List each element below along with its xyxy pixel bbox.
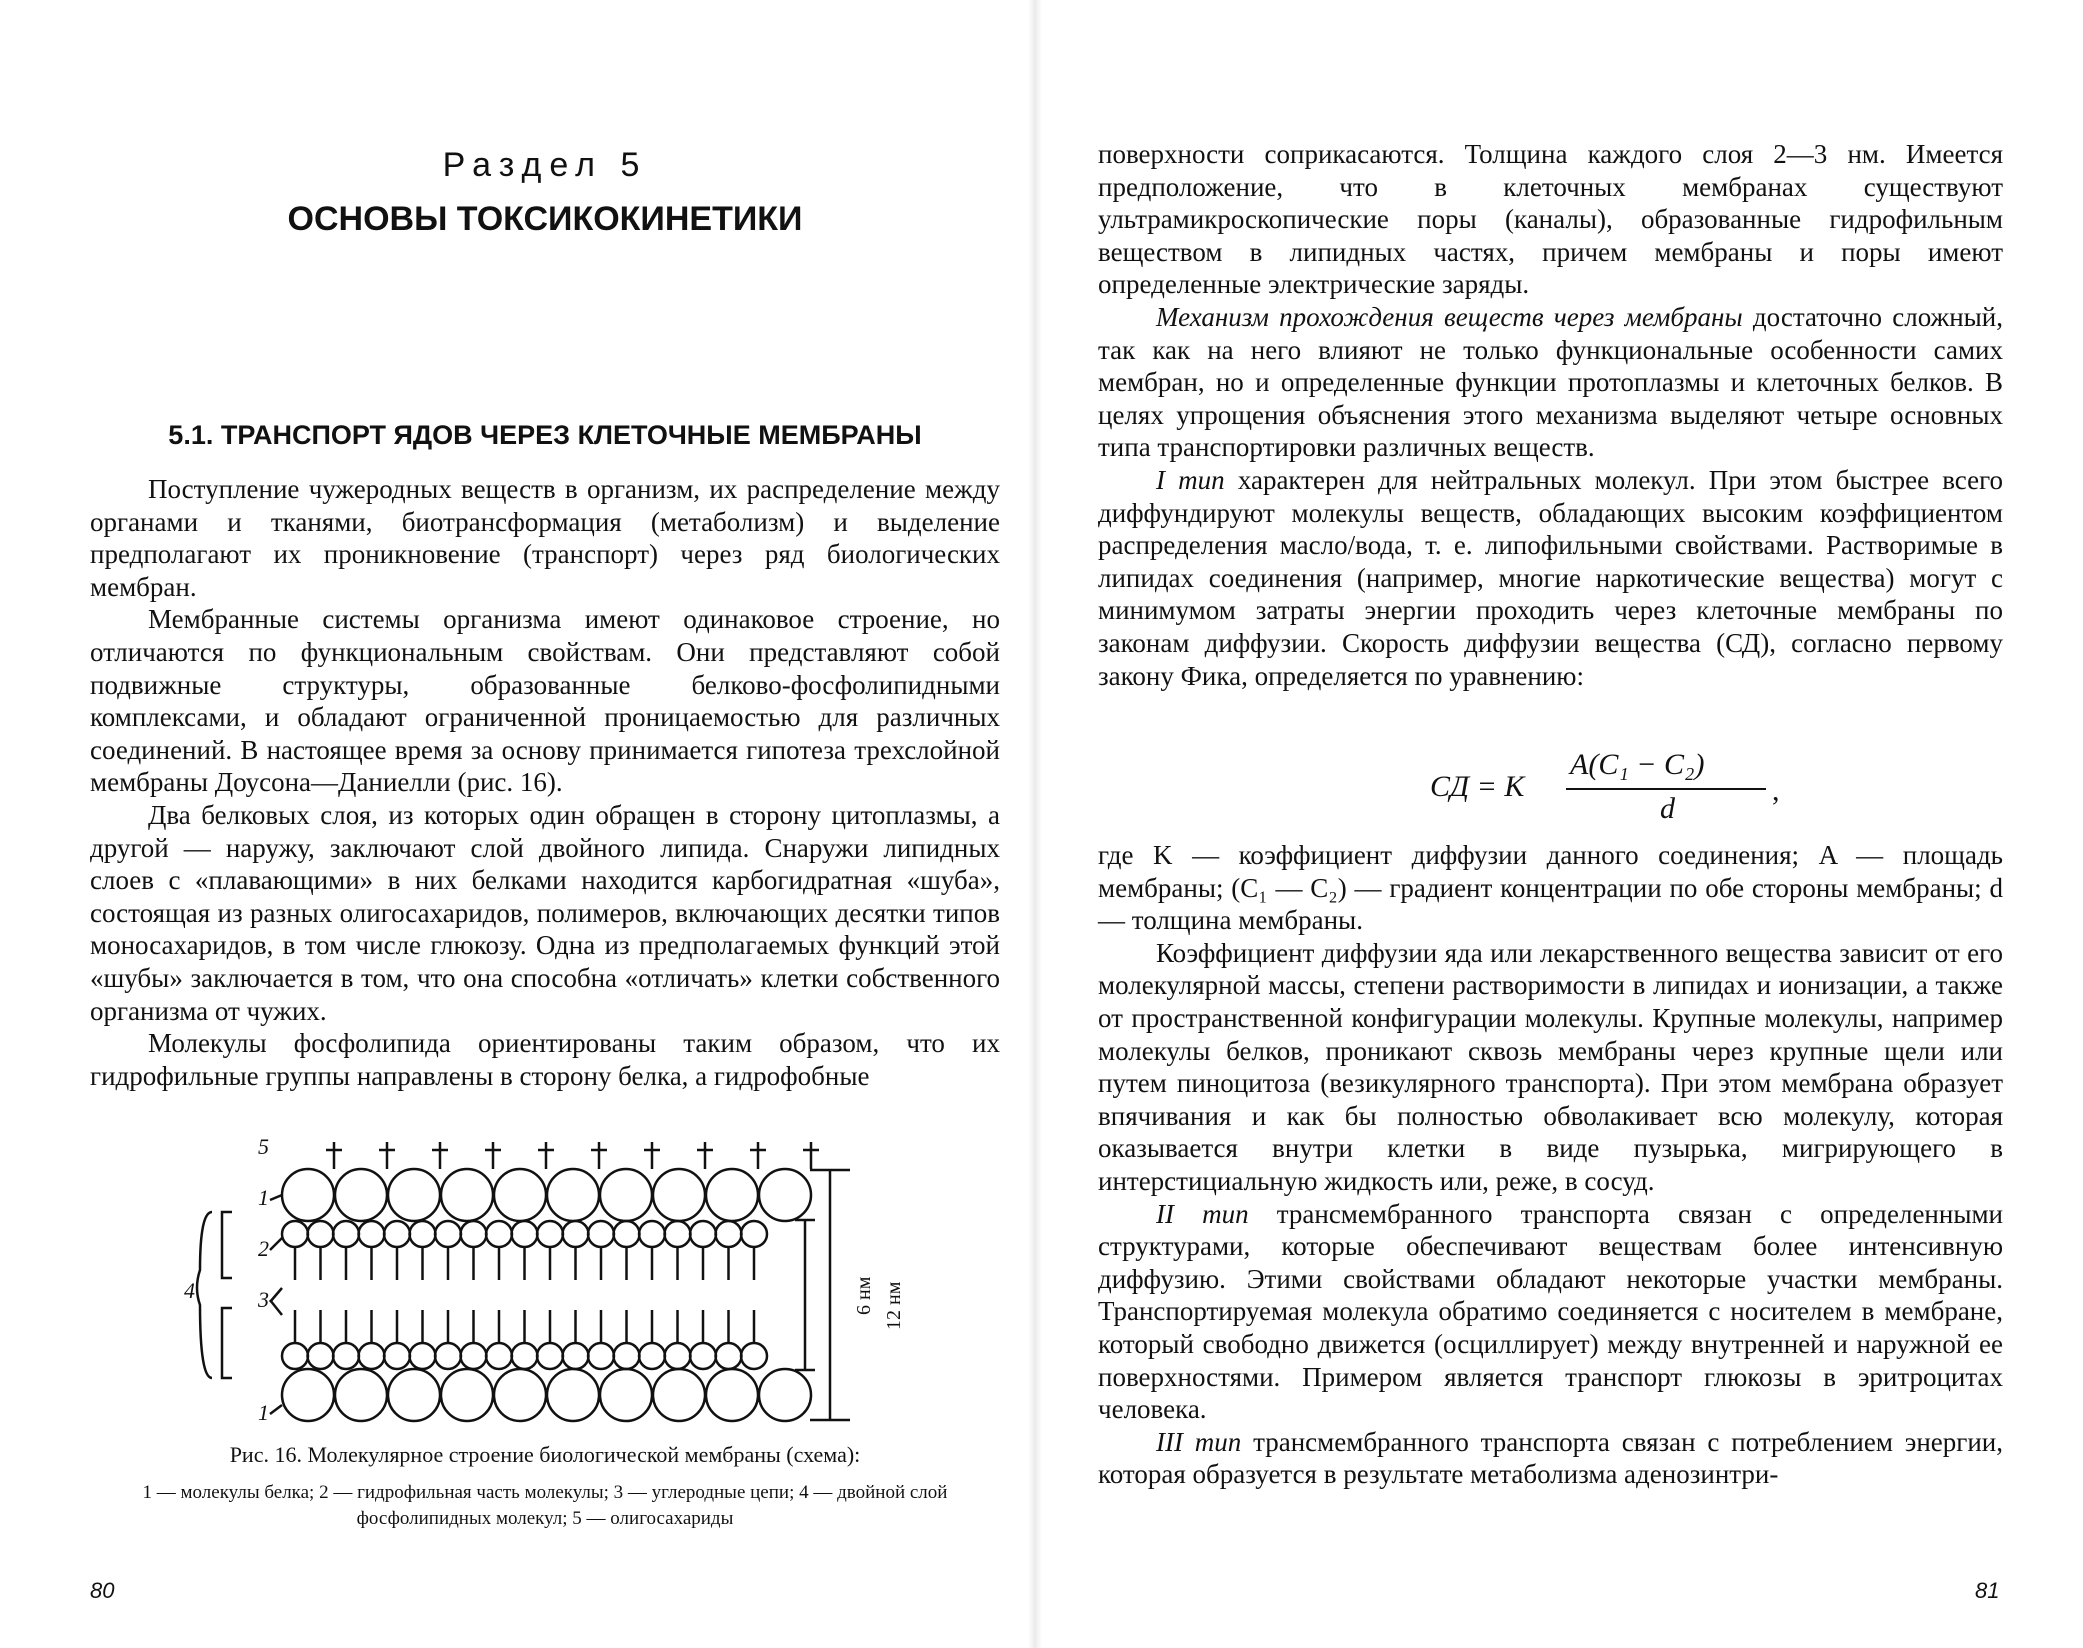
leader-line xyxy=(270,1300,282,1315)
hydrophilic-head xyxy=(359,1343,385,1369)
hydrophilic-head xyxy=(308,1221,334,1247)
paragraph-text: трансмембранного транспорта связан с потреблением энергии, которая образуется в результате метаболизма аденозинтри- xyxy=(1098,1426,2003,1490)
hydrophilic-head xyxy=(359,1221,385,1247)
fick-formula xyxy=(1430,748,1780,828)
hydrophilic-head xyxy=(537,1343,563,1369)
protein-molecule xyxy=(600,1169,652,1221)
hydrophilic-head xyxy=(741,1221,767,1247)
hydrophilic-head xyxy=(282,1221,308,1247)
bracket xyxy=(222,1308,232,1378)
italic-term: I тип xyxy=(1156,464,1225,495)
leader-line xyxy=(270,1195,282,1200)
paragraph-text: трансмембранного транспорта связан с определенными структурами, которые обеспечивают веществам более интенсивную диффузию. Этими свойствами обладают некоторые участки мембраны. Транспортируемая молекула обратимо соединяется с носителем в мембране, который свободно движется (осциллирует) между внутренней и наружной ее поверхностями. Примером является транспорт глюкозы в эритроцитах человека. xyxy=(1098,1198,2003,1425)
page-number-left: 80 xyxy=(90,1578,115,1603)
hydrophilic-head xyxy=(384,1343,410,1369)
chapter-title: ОСНОВЫ ТОКСИКОКИНЕТИКИ xyxy=(287,200,803,238)
hydrophilic-head xyxy=(665,1221,691,1247)
hydrophilic-head xyxy=(486,1221,512,1247)
protein-molecule xyxy=(494,1169,546,1221)
protein-molecule xyxy=(388,1369,440,1421)
figure-label-1-top: 1 xyxy=(258,1185,269,1210)
leader-line xyxy=(270,1405,282,1414)
italic-term: II тип xyxy=(1156,1198,1249,1229)
protein-molecule xyxy=(600,1369,652,1421)
protein-molecule xyxy=(706,1169,758,1221)
paragraph: Поступление чужеродных веществ в организм, их распределение между органами и тканями, биотрансформация (метаболизм) и выделение предполагают их проникновение (транспорт) через ряд биологических мембран. xyxy=(90,474,1000,602)
hydrophilic-head xyxy=(512,1221,538,1247)
hydrophilic-head xyxy=(486,1343,512,1369)
protein-molecule xyxy=(335,1369,387,1421)
hydrophilic-head xyxy=(690,1343,716,1369)
hydrophilic-head xyxy=(461,1221,487,1247)
right-page-body-top xyxy=(1098,138,2003,692)
figure-label-3: 3 xyxy=(258,1287,269,1312)
hydrophilic-head xyxy=(741,1343,767,1369)
membrane-diagram xyxy=(170,1120,930,1440)
paragraph: Мембранные системы организма имеют одинаковое строение, но отличаются по функциональным свойствам. Они представляют собой подвижные структуры, образованные белково-фосфолипидными комплексами, и обладают ограниченной проницаемостью для различных соединений. В настоящее время за основу принимается гипотеза трехслойной мембраны Доусона—Даниелли (рис. 16). xyxy=(90,604,1000,798)
formula-lhs: СД = K xyxy=(1430,770,1525,803)
hydrophilic-head xyxy=(690,1221,716,1247)
leader-line xyxy=(270,1238,282,1250)
hydrophilic-head xyxy=(563,1343,589,1369)
protein-molecule xyxy=(653,1169,705,1221)
hydrophilic-head xyxy=(563,1221,589,1247)
protein-molecule xyxy=(759,1369,811,1421)
paragraph xyxy=(1098,301,2003,464)
paragraph: Два белковых слоя, из которых один обращен в сторону цитоплазмы, а другой — наружу, заключают слой двойного липида. Снаружи липидных слоев с «плавающими» в них белками находится карбогидратная «шуба», состоящая из разных олигосахаридов, полимеров, включающих десятки типов моносахаридов, в том числе глюкозу. Одна из предполагаемых функций этой «шубы» заключается в том, что она способна «отличать» клетки собственного организма от чужих. xyxy=(90,799,1000,1026)
paragraph: Коэффициент диффузии яда или лекарственного вещества зависит от его молекулярной массы, степени растворимости в липидах и ионизации, а также от пространственной конфигурации молекулы. Крупные молекулы, например молекулы белков, проникают сквозь мембраны через крупные щели или путем пиноцитоза (везикулярного транспорта). При этом мембрана образует впячивания и как бы полностью обволакивает всю молекулу, которая оказывается внутри клетки в виде пузырька, мигрирующего в интерстициальную жидкость или, реже, в сосуд. xyxy=(1098,937,2003,1196)
hydrophilic-head xyxy=(435,1221,461,1247)
left-page-body xyxy=(90,473,1000,1092)
paragraph-text: достаточно сложный, так как на него влияют не только функциональные особенности самих мембран, но и определенные функции протоплазмы и клеточных белков. В целях упрощения объяснения этого механизма выделяют четыре основных типа транспортировки различных веществ. xyxy=(1098,301,2003,463)
hydrophilic-head xyxy=(614,1343,640,1369)
paragraph xyxy=(1098,1198,2003,1426)
protein-molecule xyxy=(388,1169,440,1221)
hydrophilic-head xyxy=(282,1343,308,1369)
hydrophilic-head xyxy=(588,1343,614,1369)
dimension-label-12nm: 12 нм xyxy=(883,1281,905,1330)
paragraph-text: характерен для нейтральных молекул. При этом быстрее всего диффундируют молекулы веществ, обладающих высоким коэффициентом распределения масло/вода, т. е. липофильными свойствами. Растворимые в липидах соединения (например, многие наркотические вещества) могут с минимумом затраты энергии проходить через клеточные мембраны по законам диффузии. Скорость диффузии вещества (СД), согласно первому закону Фика, определяется по уравнению: xyxy=(1098,464,2003,691)
formula-denominator: d xyxy=(1660,792,1675,825)
hydrophilic-head xyxy=(588,1221,614,1247)
hydrophilic-head xyxy=(435,1343,461,1369)
figure-legend: 1 — молекулы белка; 2 — гидрофильная часть молекулы; 3 — углеродные цепи; 4 — двойной слой фосфолипидных молекул; 5 — олигосахариды xyxy=(142,1482,948,1529)
fraction-bar xyxy=(1566,788,1766,790)
bilayer-brace xyxy=(197,1212,212,1378)
figure-label-2: 2 xyxy=(258,1236,269,1261)
hydrophilic-head xyxy=(639,1221,665,1247)
italic-term: Механизм прохождения веществ через мембраны xyxy=(1156,301,1743,332)
hydrophilic-head xyxy=(308,1343,334,1369)
paragraph xyxy=(1098,1426,2003,1491)
paragraph: поверхности соприкасаются. Толщина каждого слоя 2—3 нм. Имеется предположение, что в клеточных мембранах существуют ультрамикроскопические поры (каналы), образованные гидрофильным веществом в липидных частях, причем мембраны и поры имеют определенные электрические заряды. xyxy=(1098,139,2003,300)
hydrophilic-head xyxy=(410,1221,436,1247)
hydrophilic-head xyxy=(461,1343,487,1369)
hydrophilic-head xyxy=(333,1221,359,1247)
protein-molecule xyxy=(547,1369,599,1421)
protein-molecule xyxy=(759,1169,811,1221)
formula-comma: , xyxy=(1772,774,1780,807)
paragraph xyxy=(1098,464,2003,692)
hydrophilic-head xyxy=(614,1221,640,1247)
protein-molecule xyxy=(335,1169,387,1221)
protein-molecule xyxy=(282,1369,334,1421)
bracket xyxy=(222,1212,232,1278)
leader-line xyxy=(270,1288,282,1302)
figure-caption: Рис. 16. Молекулярное строение биологической мембраны (схема): xyxy=(229,1442,861,1467)
dimension-label-6nm: 6 нм xyxy=(853,1276,875,1315)
protein-molecule xyxy=(547,1169,599,1221)
figure-label-5: 5 xyxy=(258,1134,269,1159)
page-number-right: 81 xyxy=(1975,1578,2000,1603)
hydrophilic-head xyxy=(716,1343,742,1369)
book-gutter xyxy=(1028,0,1042,1648)
italic-term: III тип xyxy=(1156,1426,1242,1457)
right-page-body-bottom xyxy=(1098,839,2003,1491)
section-heading: 5.1. ТРАНСПОРТ ЯДОВ ЧЕРЕЗ КЛЕТОЧНЫЕ МЕМБРАНЫ xyxy=(168,420,922,450)
figure-label-4: 4 xyxy=(184,1278,195,1303)
hydrophilic-head xyxy=(512,1343,538,1369)
paragraph: Молекулы фосфолипида ориентированы таким образом, что их гидрофильные группы направлены в сторону белка, а гидрофобные xyxy=(90,1028,1000,1091)
protein-molecule xyxy=(653,1369,705,1421)
hydrophilic-head xyxy=(716,1221,742,1247)
figure-label-1-bottom: 1 xyxy=(258,1400,269,1425)
protein-molecule xyxy=(706,1369,758,1421)
hydrophilic-head xyxy=(665,1343,691,1369)
protein-molecule xyxy=(441,1369,493,1421)
hydrophilic-head xyxy=(537,1221,563,1247)
protein-molecule xyxy=(494,1369,546,1421)
section-label: Раздел 5 xyxy=(442,146,648,184)
paragraph: где K — коэффициент диффузии данного соединения; A — площадь мембраны; (C₁ — C₂) — градиент концентрации по обе стороны мембраны; d — толщина мембраны. xyxy=(1098,840,2003,936)
protein-molecule xyxy=(441,1169,493,1221)
protein-molecule xyxy=(282,1169,334,1221)
formula-numerator: A(C₁ − C₂) xyxy=(1570,748,1705,781)
hydrophilic-head xyxy=(333,1343,359,1369)
hydrophilic-head xyxy=(384,1221,410,1247)
hydrophilic-head xyxy=(639,1343,665,1369)
hydrophilic-head xyxy=(410,1343,436,1369)
